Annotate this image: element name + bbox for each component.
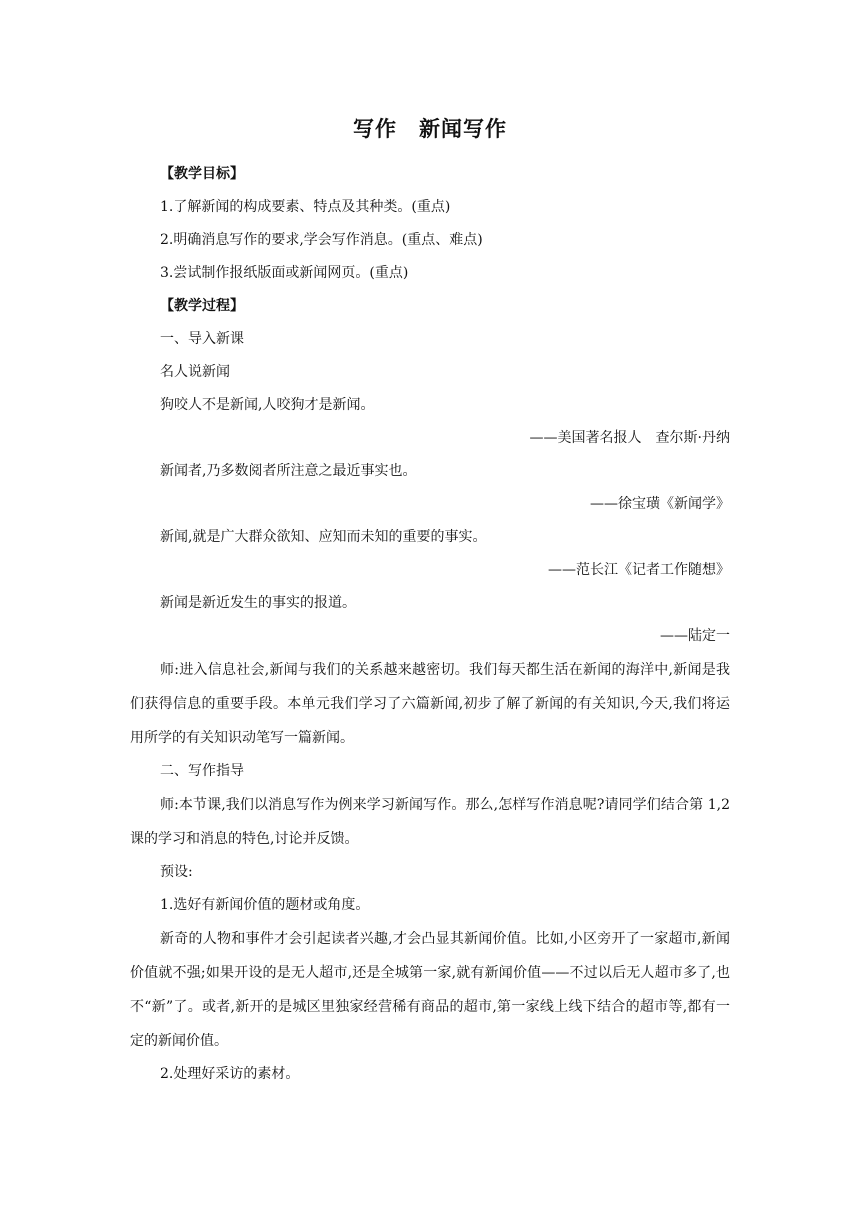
point-title: 2.处理好采访的素材。 [160,1066,300,1082]
point-title: 1.选好有新闻价值的题材或角度。 [160,897,370,913]
objective-item: 2.明确消息写作的要求,学会写作消息。(重点、难点) [160,232,483,248]
quotes-heading: 名人说新闻 [160,364,230,380]
section-title-intro: 一、导入新课 [160,331,244,347]
guide-paragraph: 师:本节课,我们以消息写作为例来学习新闻写作。那么,怎样写作消息呢?请同学们结合第 1,2 课的学习和消息的特色,讨论并反馈。 [130,797,730,847]
document-title: 写作 新闻写作 [353,117,507,141]
objectives-heading: 【教学目标】 [160,166,244,182]
quote-source: ——徐宝璜《新闻学》 [590,496,730,512]
process-heading: 【教学过程】 [160,298,244,314]
objective-item: 3.尝试制作报纸版面或新闻网页。(重点) [160,265,409,281]
objective-item: 1.了解新闻的构成要素、特点及其种类。(重点) [160,199,451,215]
quote-text: 新闻是新近发生的事实的报道。 [160,595,356,611]
quote-text: 新闻,就是广大群众欲知、应知而未知的重要的事实。 [160,529,487,545]
quote-source: ——范长江《记者工作随想》 [548,562,730,578]
quote-text: 新闻者,乃多数阅者所注意之最近事实也。 [160,463,417,479]
quote-text: 狗咬人不是新闻,人咬狗才是新闻。 [160,397,375,413]
intro-paragraph: 师:进入信息社会,新闻与我们的关系越来越密切。我们每天都生活在新闻的海洋中,新闻是我们获得信息的重要手段。本单元我们学习了六篇新闻,初步了解了新闻的有关知识,今天,我们将运用所学的有关知识动笔写一篇新闻。 [130,662,730,746]
point-paragraph: 新奇的人物和事件才会引起读者兴趣,才会凸显其新闻价值。比如,小区旁开了一家超市,新闻价值就不强;如果开设的是无人超市,还是全城第一家,就有新闻价值——不过以后无人超市多了,也不“新”了。或者,新开的是城区里独家经营稀有商品的超市,第一家线上线下结合的超市等,都有一定的新闻价值。 [130,931,730,1049]
quote-source: ——美国著名报人 查尔斯·丹纳 [529,430,730,446]
document-page [130,112,730,1091]
preset-label: 预设: [160,864,193,880]
quote-source: ——陆定一 [660,628,730,644]
section-title-guide: 二、写作指导 [160,763,244,779]
